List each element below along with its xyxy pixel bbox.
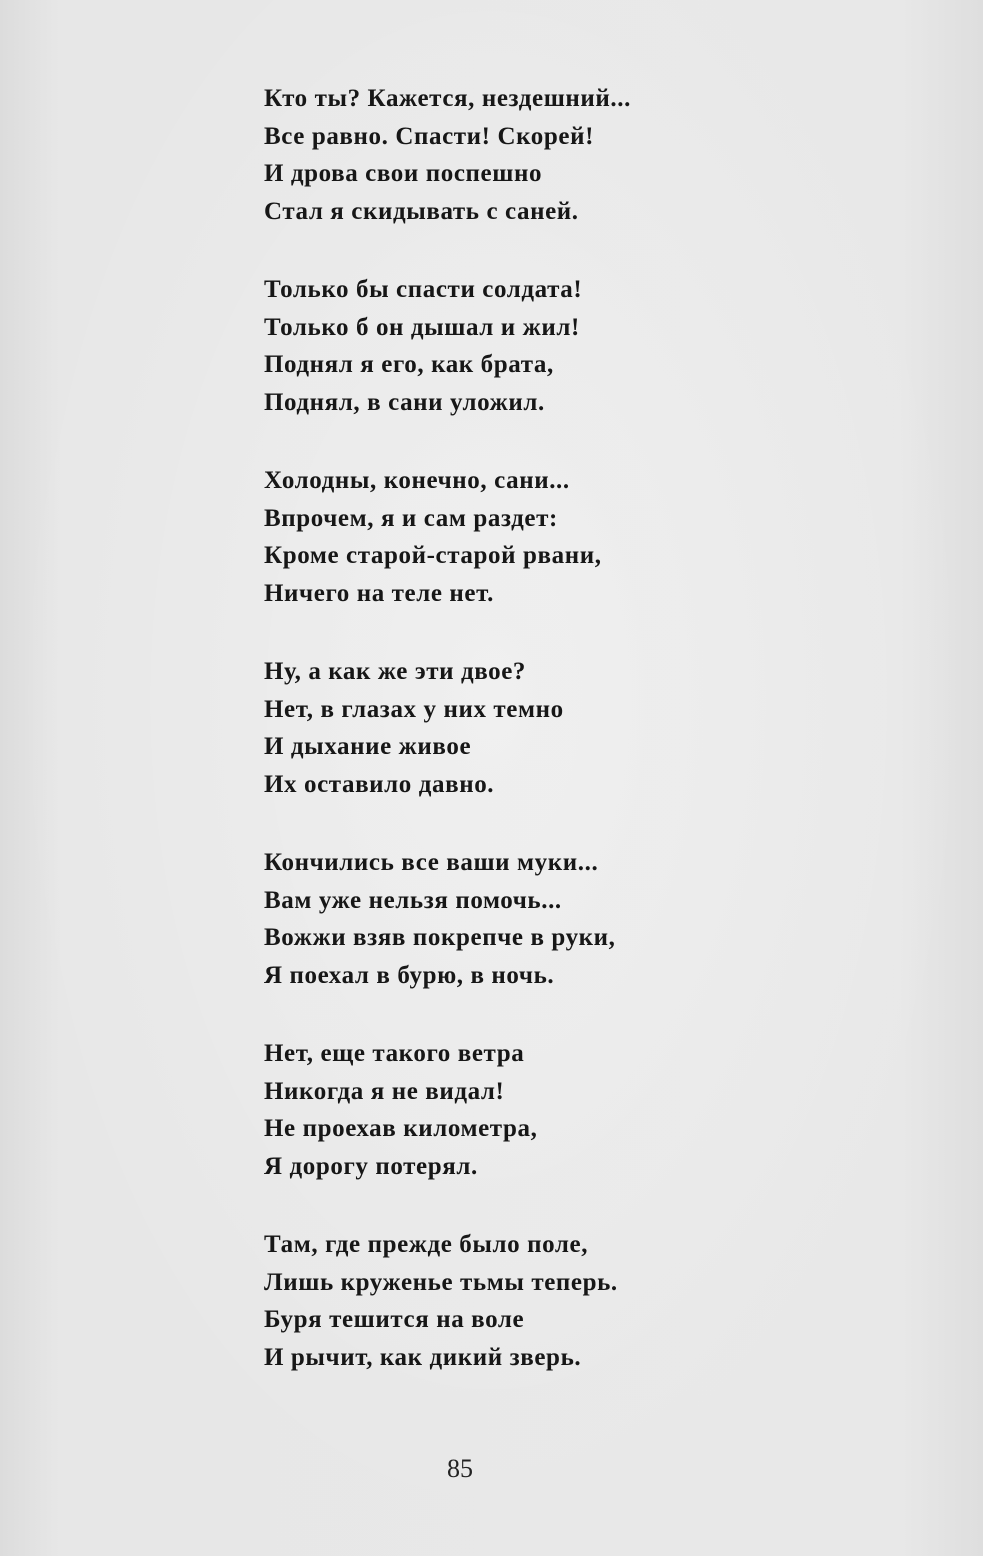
poem-line: Только б он дышал и жил! xyxy=(264,313,580,341)
poem-line: Вам уже нельзя помочь... xyxy=(264,886,562,914)
stanza-5 xyxy=(264,844,784,994)
poem-line: Никогда я не видал! xyxy=(264,1077,505,1105)
stanza-1 xyxy=(264,80,784,230)
poem-line: Поднял я его, как брата, xyxy=(264,351,554,378)
poem-line: Впрочем, я и сам раздет: xyxy=(264,504,558,532)
stanza-7 xyxy=(264,1226,784,1376)
poem-line: Кроме старой-старой рвани, xyxy=(264,542,602,569)
poem-line: И дрова свои поспешно xyxy=(264,160,543,187)
page-number: 85 xyxy=(447,1454,473,1483)
stanza-4 xyxy=(264,653,784,803)
poem-line: И дыхание живое xyxy=(264,733,472,760)
poem-line: Ну, а как же эти двое? xyxy=(264,658,527,685)
poem-line: Все равно. Спасти! Скорей! xyxy=(264,122,595,150)
poem-line: И рычит, как дикий зверь. xyxy=(264,1343,582,1371)
poem-line: Лишь круженье тьмы теперь. xyxy=(264,1268,618,1296)
poem-line: Не проехав километра, xyxy=(264,1115,538,1142)
poem-line: Я дорогу потерял. xyxy=(264,1152,478,1180)
poem-line: Я поехал в бурю, в ночь. xyxy=(264,961,555,989)
poem-line: Нет, еще такого ветра xyxy=(264,1040,525,1067)
poem-text xyxy=(264,80,784,1376)
poem-line: Поднял, в сани уложил. xyxy=(264,388,545,416)
poem-line: Буря тешится на воле xyxy=(264,1306,525,1333)
stanza-6 xyxy=(264,1035,784,1185)
stanza-2 xyxy=(264,271,784,421)
poem-line: Их оставило давно. xyxy=(264,770,495,798)
poem-line: Стал я скидывать с саней. xyxy=(264,197,579,225)
poem-line: Ничего на теле нет. xyxy=(264,579,494,607)
poem-line: Там, где прежде было поле, xyxy=(264,1231,589,1258)
poem-line: Нет, в глазах у них темно xyxy=(264,695,564,723)
poem-line: Только бы спасти солдата! xyxy=(264,276,583,303)
poem-line: Кончились все ваши муки... xyxy=(264,849,599,876)
stanza-3 xyxy=(264,462,784,612)
poem-line: Вожжи взяв покрепче в руки, xyxy=(264,924,616,951)
poem-line: Кто ты? Кажется, нездешний... xyxy=(264,85,631,112)
poem-line: Холодны, конечно, сани... xyxy=(264,467,570,494)
